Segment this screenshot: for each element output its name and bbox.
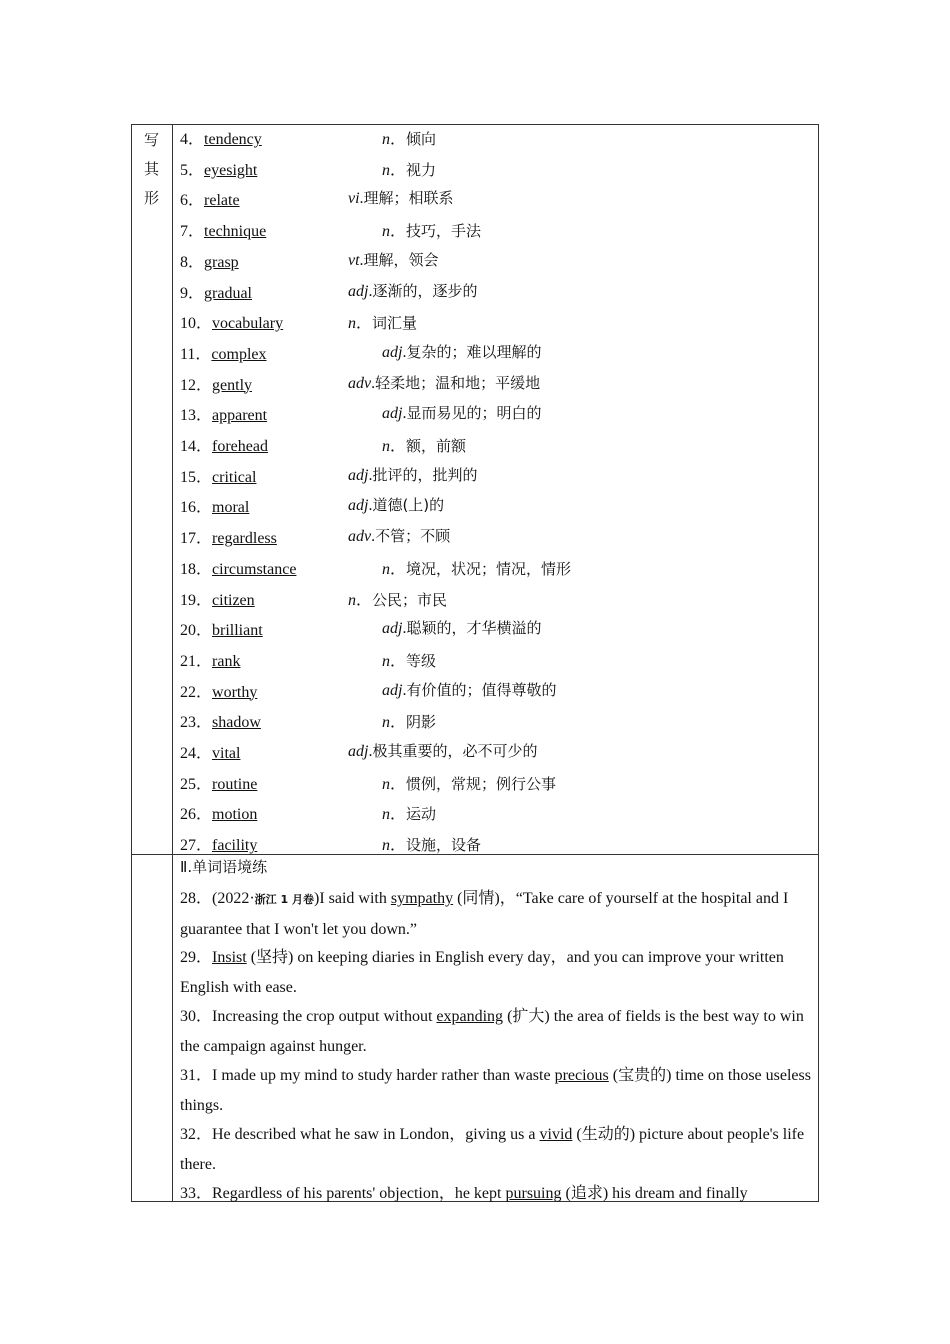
vocab-number bbox=[180, 280, 252, 303]
vocab-definition bbox=[348, 249, 439, 270]
vocab-definition bbox=[382, 709, 436, 732]
pos-separator: ． bbox=[390, 131, 407, 148]
vocab-definition bbox=[382, 679, 556, 700]
pos-separator: ． bbox=[356, 315, 373, 333]
exercise-rest: (宝贵的) time on those useless things. bbox=[180, 1067, 811, 1114]
vocab-number bbox=[180, 740, 240, 763]
exercise-lead: 31．I made up my mind to study harder rather than waste bbox=[180, 1067, 555, 1084]
exercise-lead: 33．Regardless of his parents' objection，he kept bbox=[180, 1185, 506, 1202]
pos-separator: ． bbox=[390, 806, 407, 824]
answer-word: precious bbox=[554, 1067, 609, 1084]
part-of-speech: n bbox=[382, 560, 390, 578]
pos-separator: . bbox=[368, 282, 373, 300]
vocab-row bbox=[180, 679, 810, 710]
vocab-definition bbox=[382, 617, 541, 638]
vocab-word: routine bbox=[212, 775, 258, 793]
vocab-definition bbox=[348, 740, 537, 761]
vocab-index: 9． bbox=[180, 284, 205, 302]
vocab-row bbox=[180, 801, 810, 832]
vocab-word: gently bbox=[212, 376, 253, 394]
chinese-meaning: 公民；市民 bbox=[372, 590, 448, 609]
vocab-definition bbox=[382, 157, 436, 180]
chinese-meaning: 境况，状况；情况，情形 bbox=[406, 559, 572, 578]
column-divider bbox=[172, 124, 173, 1202]
vocab-row bbox=[180, 525, 810, 556]
vocab-number bbox=[180, 556, 296, 579]
vocab-number bbox=[180, 249, 239, 272]
chinese-meaning: 词汇量 bbox=[372, 314, 418, 333]
vocab-definition bbox=[382, 556, 571, 579]
part-of-speech: adv bbox=[348, 528, 372, 546]
part-of-speech: adj bbox=[382, 620, 403, 638]
vocab-number bbox=[180, 218, 266, 241]
vocab-definition bbox=[382, 771, 556, 794]
vocab-number bbox=[180, 617, 263, 640]
source-tag: 浙江 1 月卷 bbox=[254, 893, 314, 906]
vocab-definition bbox=[382, 218, 481, 241]
exercise-item bbox=[180, 1002, 812, 1061]
vocab-index: 8． bbox=[180, 253, 205, 271]
chinese-meaning: 轻柔地；温和地；平缓地 bbox=[375, 373, 541, 392]
chinese-meaning: 等级 bbox=[406, 651, 437, 670]
vocab-word: vocabulary bbox=[212, 315, 284, 333]
vocab-index: 10． bbox=[180, 315, 213, 333]
vocab-number bbox=[180, 648, 240, 671]
chinese-meaning: 惯例，常规；例行公事 bbox=[406, 774, 557, 793]
vocab-row bbox=[180, 832, 810, 863]
vocab-number bbox=[180, 709, 261, 732]
side-label-char: 其 bbox=[143, 160, 159, 178]
exercise-lead: 29． bbox=[180, 949, 213, 966]
vocab-word: worthy bbox=[212, 683, 258, 701]
exercise-rest: (坚持) on keeping diaries in English every day，and you can improve your written English with ease. bbox=[180, 949, 784, 996]
vocab-number bbox=[180, 801, 257, 824]
exercise-item bbox=[180, 1120, 812, 1179]
answer-word: expanding bbox=[436, 1008, 504, 1025]
exercise-item bbox=[180, 884, 812, 944]
vocab-index: 27． bbox=[180, 837, 213, 855]
side-label-char: 写 bbox=[143, 131, 159, 149]
pos-separator: . bbox=[371, 374, 376, 392]
exercise-item bbox=[180, 1061, 812, 1120]
exercise-lead: 30．Increasing the crop output without bbox=[180, 1008, 437, 1025]
vocab-number bbox=[180, 832, 257, 855]
part-of-speech: n bbox=[382, 438, 390, 455]
part-of-speech: adv bbox=[348, 374, 372, 392]
vocab-definition bbox=[348, 372, 540, 393]
part-of-speech: adj bbox=[348, 743, 369, 760]
part-of-speech: n bbox=[382, 652, 390, 670]
vocab-index: 13． bbox=[180, 407, 213, 425]
chinese-meaning: 批评的，批判的 bbox=[372, 465, 478, 484]
section-2-title: Ⅱ.单词语境练 bbox=[180, 858, 268, 876]
vocab-index: 23． bbox=[180, 714, 213, 732]
vocab-row bbox=[180, 433, 810, 464]
vocab-definition bbox=[382, 832, 481, 855]
chinese-meaning: 理解，领会 bbox=[363, 250, 439, 269]
vocab-index: 12． bbox=[180, 376, 213, 394]
vocab-row bbox=[180, 341, 810, 372]
part-of-speech: n bbox=[382, 775, 390, 793]
pos-separator: ． bbox=[356, 591, 373, 609]
vocab-definition bbox=[348, 494, 444, 515]
vocab-word: relate bbox=[204, 192, 240, 210]
pos-separator: ． bbox=[390, 837, 407, 855]
vocab-index: 17． bbox=[180, 530, 213, 548]
side-label-char: 形 bbox=[143, 189, 159, 207]
pos-separator: . bbox=[402, 405, 407, 423]
part-of-speech: adj bbox=[382, 343, 403, 361]
vocab-number bbox=[180, 494, 249, 517]
vocab-index: 6． bbox=[180, 192, 205, 210]
vocab-definition bbox=[382, 402, 541, 423]
answer-word: pursuing bbox=[505, 1185, 562, 1202]
exercise-item bbox=[180, 1179, 812, 1209]
part-of-speech: adj bbox=[382, 681, 403, 699]
vocab-index: 11． bbox=[180, 345, 212, 363]
vocab-word: vital bbox=[212, 745, 241, 762]
vocab-word: complex bbox=[211, 345, 267, 363]
exercise-rest: (扩大) the area of fields is the best way to win the campaign against hunger. bbox=[180, 1008, 804, 1055]
chinese-meaning: 理解；相联系 bbox=[363, 189, 454, 208]
vocab-row bbox=[180, 771, 810, 802]
part-of-speech: adj bbox=[348, 282, 369, 300]
vocab-index: 25． bbox=[180, 775, 213, 793]
pos-separator: . bbox=[359, 190, 364, 208]
vocab-row bbox=[180, 218, 810, 249]
chinese-meaning: 设施，设备 bbox=[406, 836, 482, 855]
exercise-lead: 32．He described what he saw in London，giving us a bbox=[180, 1126, 540, 1143]
chinese-meaning: 技巧，手法 bbox=[406, 222, 482, 241]
pos-separator: . bbox=[359, 251, 364, 269]
vocab-index: 7． bbox=[180, 223, 205, 241]
vocab-number bbox=[180, 402, 267, 425]
vocab-number bbox=[180, 341, 267, 364]
vocab-index: 20． bbox=[180, 622, 213, 640]
vocab-index: 26． bbox=[180, 806, 213, 824]
vocab-number bbox=[180, 587, 255, 610]
vocab-word: circumstance bbox=[212, 560, 297, 578]
vocab-word: facility bbox=[212, 837, 258, 855]
pos-separator: ． bbox=[390, 438, 407, 455]
vocab-word: regardless bbox=[212, 530, 277, 548]
vocab-index: 4． bbox=[180, 131, 205, 148]
vocab-row bbox=[180, 187, 810, 218]
part-of-speech: n bbox=[382, 131, 390, 148]
exercise-lead: )I said with bbox=[314, 890, 391, 907]
pos-separator: . bbox=[368, 466, 373, 484]
pos-separator: . bbox=[371, 528, 376, 546]
vocab-number bbox=[180, 310, 283, 333]
vocab-definition bbox=[348, 187, 454, 208]
vocab-index: 15． bbox=[180, 468, 213, 486]
vocab-definition bbox=[348, 464, 477, 485]
pos-separator: ． bbox=[390, 652, 407, 670]
pos-separator: ． bbox=[390, 223, 407, 241]
vocab-number bbox=[180, 433, 268, 456]
vocab-row bbox=[180, 587, 810, 618]
pos-separator: . bbox=[402, 681, 407, 699]
pos-separator: ． bbox=[390, 560, 407, 578]
vocab-index: 18． bbox=[180, 560, 213, 578]
vocab-word: technique bbox=[204, 223, 267, 241]
chinese-meaning: 运动 bbox=[406, 805, 437, 824]
vocab-index: 24． bbox=[180, 745, 213, 762]
part-of-speech: adj bbox=[348, 497, 369, 515]
chinese-meaning: 倾向 bbox=[406, 130, 437, 148]
vocab-index: 14． bbox=[180, 438, 213, 455]
chinese-meaning: 显而易见的；明白的 bbox=[406, 404, 542, 423]
vocab-row bbox=[180, 617, 810, 648]
vocab-number bbox=[180, 187, 240, 210]
vocab-definition bbox=[382, 801, 436, 824]
vocab-number bbox=[180, 679, 257, 702]
exercise-item bbox=[180, 943, 812, 1002]
pos-separator: ． bbox=[390, 161, 407, 179]
exercise-rest: (生动的) picture about people's life there. bbox=[180, 1126, 805, 1173]
vocab-row bbox=[180, 556, 810, 587]
vocab-number bbox=[180, 464, 256, 487]
part-of-speech: n bbox=[382, 714, 390, 732]
vocab-definition bbox=[382, 433, 466, 456]
vocab-row bbox=[180, 464, 810, 495]
pos-separator: . bbox=[368, 743, 373, 760]
pos-separator: . bbox=[402, 620, 407, 638]
pos-separator: . bbox=[402, 343, 407, 361]
vocab-word: moral bbox=[212, 499, 250, 517]
vocab-definition bbox=[348, 280, 477, 301]
vocab-number bbox=[180, 771, 257, 794]
vocab-row bbox=[180, 494, 810, 525]
part-of-speech: n bbox=[382, 837, 390, 855]
vocab-index: 16． bbox=[180, 499, 213, 517]
chinese-meaning: 额，前额 bbox=[406, 437, 467, 455]
vocab-number bbox=[180, 372, 252, 395]
vocab-definition bbox=[382, 648, 436, 671]
exercise-rest: (追求) his dream and finally bbox=[561, 1185, 748, 1202]
vocab-word: tendency bbox=[204, 131, 262, 148]
part-of-speech: vi bbox=[348, 190, 360, 208]
exercise-rest: (同情)，“Take care of yourself at the hospital and I guarantee that I won't let you down.” bbox=[180, 890, 789, 938]
answer-word: sympathy bbox=[390, 890, 454, 907]
part-of-speech: n bbox=[348, 315, 356, 333]
pos-separator: . bbox=[368, 497, 373, 515]
chinese-meaning: 逐渐的，逐步的 bbox=[372, 281, 478, 300]
chinese-meaning: 聪颖的，才华横溢的 bbox=[406, 619, 542, 638]
pos-separator: ． bbox=[390, 714, 407, 732]
vocab-word: eyesight bbox=[204, 161, 258, 179]
chinese-meaning: 道德(上)的 bbox=[372, 496, 445, 515]
vocab-word: apparent bbox=[212, 407, 268, 425]
vocab-word: forehead bbox=[212, 438, 268, 455]
vocab-word: shadow bbox=[212, 714, 261, 732]
vocab-word: grasp bbox=[204, 253, 239, 271]
chinese-meaning: 视力 bbox=[406, 160, 437, 179]
vocab-row bbox=[180, 280, 810, 311]
vocab-definition bbox=[348, 310, 417, 333]
vocab-index: 5． bbox=[180, 161, 205, 179]
vocab-number bbox=[180, 525, 277, 548]
vocab-index: 19． bbox=[180, 591, 213, 609]
vocab-number bbox=[180, 126, 262, 149]
chinese-meaning: 阴影 bbox=[406, 713, 437, 732]
part-of-speech: adj bbox=[382, 405, 403, 423]
vocab-row bbox=[180, 740, 810, 771]
side-label bbox=[131, 126, 172, 213]
vocab-index: 22． bbox=[180, 683, 213, 701]
vocab-word: motion bbox=[212, 806, 258, 824]
vocab-row bbox=[180, 249, 810, 280]
chinese-meaning: 极其重要的，必不可少的 bbox=[372, 742, 538, 760]
vocab-number bbox=[180, 157, 257, 180]
vocab-row bbox=[180, 372, 810, 403]
exercise-lead: 28．(2022· bbox=[180, 890, 255, 907]
part-of-speech: adj bbox=[348, 466, 369, 484]
part-of-speech: n bbox=[382, 223, 390, 241]
vocab-definition bbox=[348, 525, 450, 546]
chinese-meaning: 有价值的；值得尊敬的 bbox=[406, 680, 557, 699]
vocab-definition bbox=[348, 587, 447, 610]
pos-separator: ． bbox=[390, 775, 407, 793]
part-of-speech: vt bbox=[348, 251, 360, 269]
vocab-row bbox=[180, 126, 810, 157]
vocab-definition bbox=[382, 126, 436, 149]
chinese-meaning: 复杂的；难以理解的 bbox=[406, 342, 542, 361]
vocab-row bbox=[180, 709, 810, 740]
vocab-row bbox=[180, 648, 810, 679]
vocab-row bbox=[180, 310, 810, 341]
vocab-row bbox=[180, 402, 810, 433]
chinese-meaning: 不管；不顾 bbox=[375, 527, 451, 546]
vocab-word: citizen bbox=[212, 591, 255, 609]
vocab-word: rank bbox=[212, 652, 241, 670]
vocab-word: brilliant bbox=[212, 622, 263, 640]
vocab-word: gradual bbox=[204, 284, 252, 302]
part-of-speech: n bbox=[348, 591, 356, 609]
part-of-speech: n bbox=[382, 806, 390, 824]
vocab-definition bbox=[382, 341, 541, 362]
vocab-row bbox=[180, 157, 810, 188]
answer-word: Insist bbox=[212, 949, 247, 966]
vocab-index: 21． bbox=[180, 652, 213, 670]
part-of-speech: n bbox=[382, 161, 390, 179]
answer-word: vivid bbox=[539, 1126, 573, 1143]
vocab-word: critical bbox=[212, 468, 257, 486]
